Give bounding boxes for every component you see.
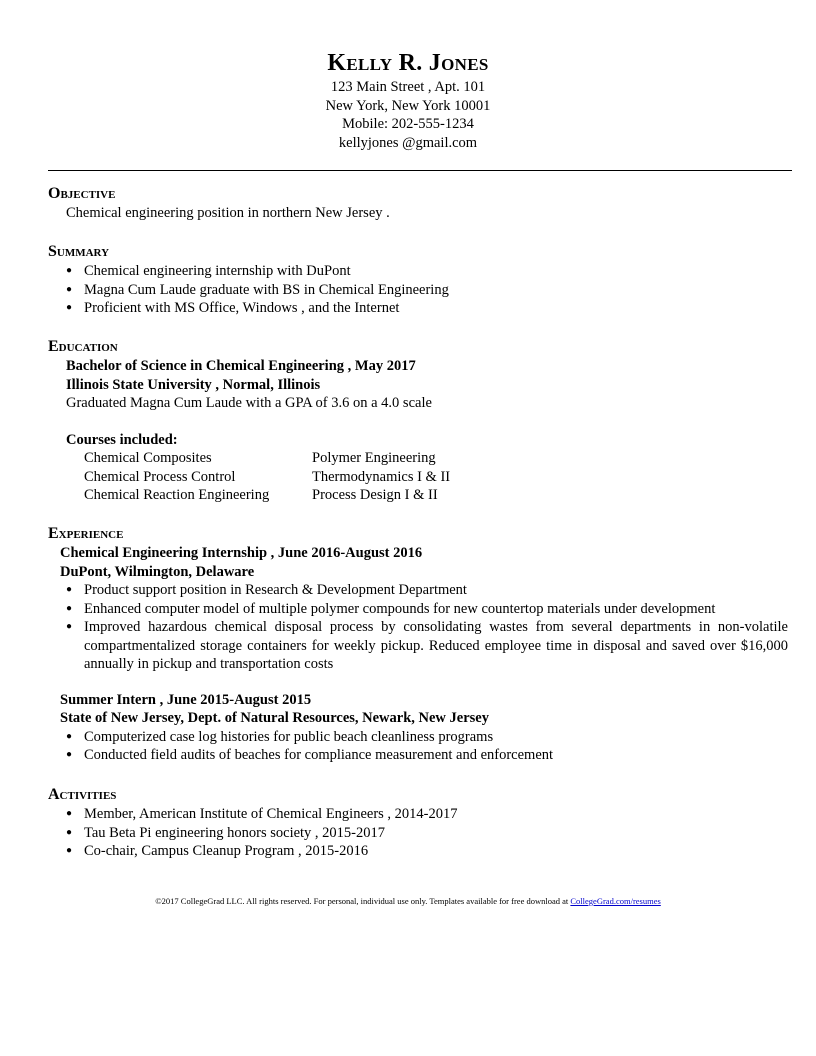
course: Thermodynamics I & II — [312, 468, 451, 485]
job-title: Chemical Engineering Internship , June 2016-August 2016 — [60, 545, 423, 561]
activities-list — [48, 805, 788, 861]
list-item: ● Proficient with MS Office, Windows , and the Internet — [48, 299, 788, 318]
list-item: ● Co-chair, Campus Cleanup Program , 2015-2016 — [48, 842, 788, 861]
resume-header — [0, 48, 816, 152]
list-item: ● Chemical engineering internship with DuPont — [48, 262, 788, 281]
email-address: kellyjones @gmail.com — [338, 134, 478, 151]
experience-heading: Experience — [48, 525, 124, 542]
list-item: ● Improved hazardous chemical disposal process by consolidating wastes from several departments in non-volatile compartmentalized storage containers for weekly pickup. Reduced employee time in disposal and saved over $16,000 annually in pickup and transportation costs — [48, 618, 788, 674]
course: Polymer Engineering — [312, 450, 436, 466]
list-item: ● Member, American Institute of Chemical Engineers , 2014-2017 — [48, 805, 788, 824]
copyright-text: ©2017 CollegeGrad LLC. All rights reserved. For personal, individual use only. Templates available for free download at — [155, 896, 571, 906]
objective-text: Chemical engineering position in northern New Jersey . — [66, 205, 390, 221]
experience-section — [48, 524, 788, 765]
templates-link[interactable]: CollegeGrad.com/resumes — [570, 896, 661, 906]
activities-section — [48, 785, 788, 861]
activities-heading: Activities — [48, 786, 117, 803]
list-item: ● Product support position in Research & Development Department — [48, 581, 788, 600]
degree: Bachelor of Science in Chemical Engineering , May 2017 — [66, 358, 416, 374]
copyright-footer — [0, 896, 816, 907]
job-title: Summer Intern , June 2015-August 2015 — [60, 691, 312, 708]
course: Chemical Reaction Engineering — [84, 487, 270, 503]
school: Illinois State University , Normal, Illinois — [66, 376, 321, 393]
courses-grid — [48, 449, 788, 505]
objective-section — [48, 184, 788, 223]
list-item: ● Enhanced computer model of multiple polymer compounds for new countertop materials under development — [48, 600, 788, 619]
course: Process Design I & II — [312, 487, 438, 503]
summary-heading: Summary — [48, 243, 110, 260]
education-heading: Education — [48, 338, 118, 355]
job-duties-list — [48, 581, 788, 674]
courses-label: Courses included: — [66, 431, 178, 448]
summary-section — [48, 242, 788, 318]
job-employer: DuPont, Wilmington, Delaware — [60, 563, 255, 580]
course: Chemical Composites — [84, 450, 212, 466]
candidate-name: Kelly R. Jones — [327, 50, 489, 76]
list-item: ● Tau Beta Pi engineering honors society , 2015-2017 — [48, 824, 788, 843]
course: Chemical Process Control — [84, 468, 236, 485]
education-section — [48, 337, 788, 505]
list-item: ● Magna Cum Laude graduate with BS in Chemical Engineering — [48, 281, 788, 300]
mobile-phone: Mobile: 202-555-1234 — [342, 116, 474, 132]
job-duties-list — [48, 728, 788, 765]
summary-list — [48, 262, 788, 318]
address-line-2: New York, New York 10001 — [325, 97, 491, 114]
list-item: ● Conducted field audits of beaches for compliance measurement and enforcement — [48, 746, 788, 765]
objective-heading: Objective — [48, 185, 116, 202]
list-item: ● Computerized case log histories for public beach cleanliness programs — [48, 728, 788, 747]
gpa-line: Graduated Magna Cum Laude with a GPA of 3.6 on a 4.0 scale — [66, 395, 432, 411]
job-employer: State of New Jersey, Dept. of Natural Resources, Newark, New Jersey — [60, 710, 489, 726]
header-divider — [48, 170, 792, 171]
address-line-1: 123 Main Street , Apt. 101 — [330, 79, 486, 95]
